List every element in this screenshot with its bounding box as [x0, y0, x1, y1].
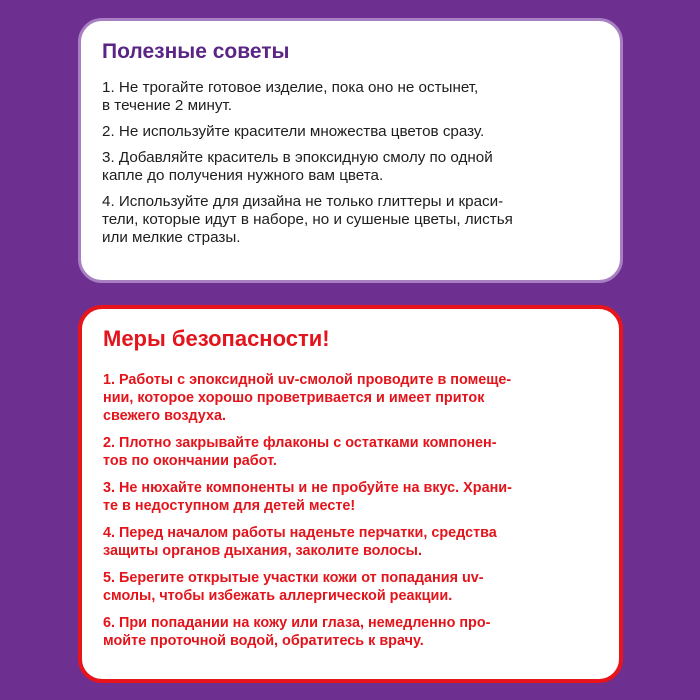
safety-line: те в недоступном для детей месте!: [103, 498, 356, 514]
tips-title: Полезные советы: [102, 40, 290, 63]
safety-title: Меры безопасности!: [103, 326, 330, 351]
safety-line: 2. Плотно закрывайте флаконы с остатками компонен-: [103, 435, 497, 451]
safety-line: свежего воздуха.: [103, 408, 226, 424]
tip-line: тели, которые идут в наборе, но и сушеные цветы, листья: [102, 211, 513, 228]
tip-item-3: [102, 149, 598, 185]
safety-item-5: [103, 569, 597, 605]
safety-item-1: [103, 371, 597, 425]
tip-line: 2. Не используйте красители множества цветов сразу.: [102, 123, 485, 140]
tip-item-1: [102, 79, 598, 115]
safety-item-4: [103, 524, 597, 560]
safety-line: мойте проточной водой, обратитесь к врачу.: [103, 633, 424, 649]
tip-line: 4. Используйте для дизайна не только глиттеры и краси-: [102, 193, 504, 210]
safety-line: 3. Не нюхайте компоненты и не пробуйте на вкус. Храни-: [103, 480, 512, 496]
safety-line: 6. При попадании на кожу или глаза, немедленно про-: [103, 615, 491, 631]
safety-line: смолы, чтобы избежать аллергической реакции.: [103, 588, 453, 604]
tip-line: или мелкие стразы.: [102, 229, 241, 246]
safety-item-6: [103, 614, 597, 650]
safety-line: 1. Работы с эпоксидной uv-смолой проводите в помеще-: [103, 372, 512, 388]
tip-line: капле до получения нужного вам цвета.: [102, 167, 384, 184]
safety-item-2: [103, 434, 597, 470]
safety-item-3: [103, 479, 597, 515]
safety-line: 5. Берегите открытые участки кожи от попадания uv-: [103, 570, 484, 586]
tip-line: 3. Добавляйте краситель в эпоксидную смолу по одной: [102, 149, 493, 166]
safety-card: [78, 305, 623, 683]
safety-list: [103, 371, 597, 650]
tip-item-2: [102, 123, 598, 141]
tips-list: [102, 79, 598, 247]
tip-item-4: [102, 193, 598, 247]
tip-line: 1. Не трогайте готовое изделие, пока оно не остынет,: [102, 79, 479, 96]
tips-card: [78, 18, 623, 283]
safety-line: 4. Перед началом работы наденьте перчатки, средства: [103, 525, 497, 541]
safety-line: защиты органов дыхания, заколите волосы.: [103, 543, 422, 559]
safety-line: нии, которое хорошо проветривается и имеет приток: [103, 390, 485, 406]
tip-line: в течение 2 минут.: [102, 97, 232, 114]
safety-line: тов по окончании работ.: [103, 453, 277, 469]
